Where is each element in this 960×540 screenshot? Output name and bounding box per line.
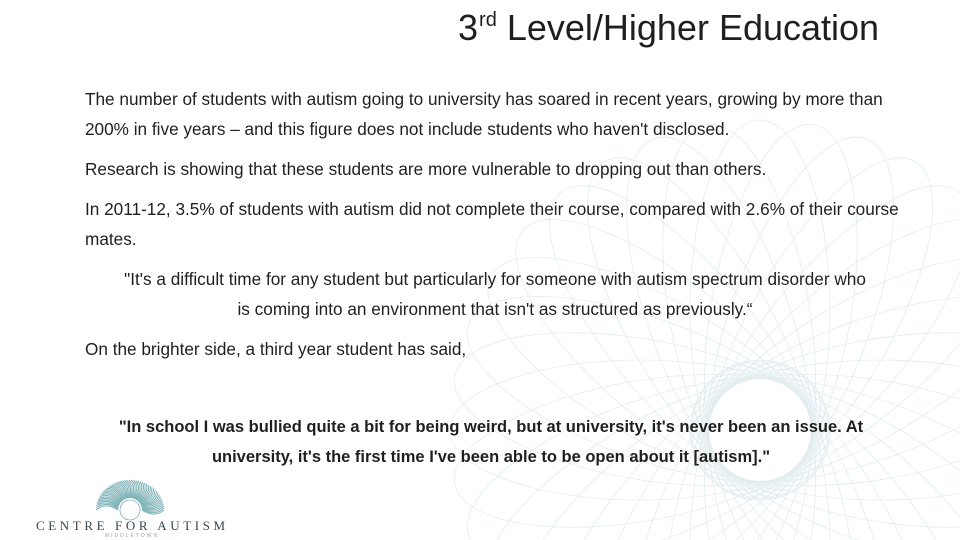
paragraph-growth: The number of students with autism going to university has soared in recent years, growing by more than 200% in five years – and this figure does not include students who haven't disclosed. xyxy=(85,89,883,139)
slide-title xyxy=(458,6,938,56)
expert-quote-line2: is coming into an environment that isn't as structured as previously.“ xyxy=(237,299,753,319)
logo-subtitle: MIDDLETOWN xyxy=(105,533,160,539)
title-text: Level/Higher Education xyxy=(496,7,880,48)
paragraph-research: Research is showing that these students are more vulnerable to dropping out than others. xyxy=(85,159,767,179)
paragraph-statistics: In 2011-12, 3.5% of students with autism did not complete their course, compared with 2.6% of their course mates. xyxy=(85,199,899,249)
slide-body xyxy=(85,84,905,374)
logo-name: CENTRE FOR AUTISM xyxy=(36,518,229,533)
expert-quote-line1: "It's a difficult time for any student but particularly for someone with autism spectrum disorder who xyxy=(124,269,866,289)
title-number: 3 xyxy=(458,7,479,48)
paragraph-intro: On the brighter side, a third year student has said, xyxy=(85,339,467,359)
student-quote: "In school I was bullied quite a bit for being weird, but at university, it's never been an issue. At university, it's the first time I've been able to be open about it [autism]." xyxy=(118,418,864,466)
title-superscript: rd xyxy=(479,9,497,31)
expert-quote xyxy=(85,264,905,324)
